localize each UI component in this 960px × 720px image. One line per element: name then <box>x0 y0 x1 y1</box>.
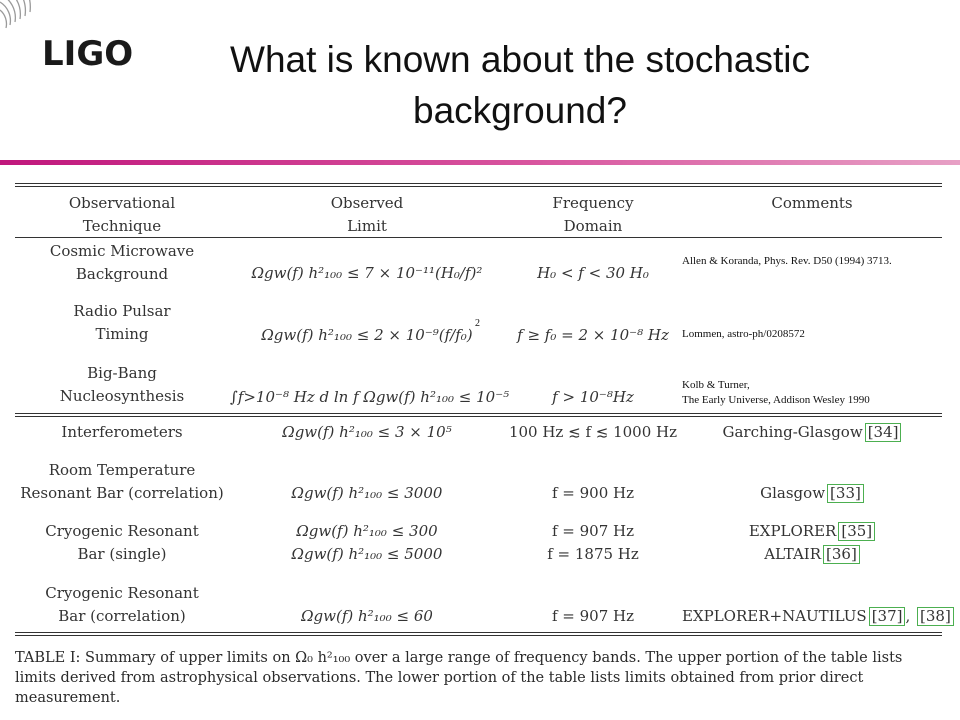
header-technique-line1: Observational <box>68 194 176 212</box>
citation-link[interactable]: [35] <box>838 522 875 541</box>
row-ifo-technique: Interferometers <box>61 423 183 441</box>
note-bbn-line1: Kolb & Turner, <box>682 379 750 391</box>
citation-link[interactable]: [34] <box>865 423 902 442</box>
row-cmb-domain: H₀ < f < 30 H₀ <box>537 264 649 282</box>
row-ifo-comment <box>682 421 942 444</box>
pulsar-superscript: 2 <box>475 318 480 329</box>
table-section-rule <box>15 413 942 414</box>
row-cryo-single-technique <box>15 520 229 566</box>
header-limit-line2: Limit <box>347 217 387 235</box>
row-rtbar-technique-line2: Resonant Bar (correlation) <box>20 484 224 502</box>
row-ifo-limit: Ωgw(f) h²₁₀₀ ≤ 3 × 10⁵ <box>282 423 452 441</box>
header-comments-line1: Comments <box>771 194 853 212</box>
row-cryo-single-technique-line1: Cryogenic Resonant <box>45 522 199 540</box>
row-cmb-technique <box>15 240 229 286</box>
header-domain-line1: Frequency <box>552 194 634 212</box>
header-domain <box>505 192 681 238</box>
header-limit-line1: Observed <box>330 194 404 212</box>
row-cryo-corr-comment-text: EXPLORER+NAUTILUS <box>682 607 867 625</box>
citation-link[interactable]: [36] <box>823 545 860 564</box>
row-ifo-domain: 100 Hz ≲ f ≲ 1000 Hz <box>508 423 678 441</box>
row-cryo-corr-comment: EXPLORER+NAUTILUS [37] , [38] <box>682 605 942 628</box>
header-technique <box>15 192 229 238</box>
row-cryo-single-comment-2 <box>682 543 942 566</box>
row-cryo-corr-technique-line1: Cryogenic Resonant <box>45 584 199 602</box>
ligo-logo: LIGO <box>42 34 134 74</box>
header-technique-line2: Technique <box>82 217 162 235</box>
slide-title: What is known about the stochastic background? <box>230 39 810 131</box>
note-pulsar: Lommen, astro-ph/0208572 <box>682 328 805 340</box>
note-bbn-line2: The Early Universe, Addison Wesley 1990 <box>682 394 870 406</box>
row-rtbar-limit: Ωgw(f) h²₁₀₀ ≤ 3000 <box>291 484 443 502</box>
note-cmb: Allen & Koranda, Phys. Rev. D50 (1994) 3713. <box>682 255 892 267</box>
header-limit <box>230 192 504 238</box>
row-bbn-limit: ∫f>10⁻⁸ Hz d ln f Ωgw(f) h²₁₀₀ ≤ 10⁻⁵ <box>230 388 510 406</box>
row-cryo-single-domain-2: f = 1875 Hz <box>547 545 639 563</box>
row-cryo-single-comment <box>682 520 942 566</box>
header-domain-line2: Domain <box>563 217 623 235</box>
row-pulsar-domain: f ≥ f₀ = 2 × 10⁻⁸ Hz <box>517 326 669 344</box>
row-pulsar-limit: Ωgw(f) h²₁₀₀ ≤ 2 × 10⁻⁹(f/f₀) <box>261 326 473 344</box>
row-cmb-technique-line2: Background <box>75 265 169 283</box>
table-top-rule <box>15 183 942 184</box>
row-cryo-single-domain-1: f = 907 Hz <box>551 522 635 540</box>
row-bbn-technique-line1: Big-Bang <box>87 364 157 382</box>
citation-link[interactable]: [38] <box>917 607 954 626</box>
citation-link[interactable]: [33] <box>827 484 864 503</box>
row-pulsar-technique-line2: Timing <box>95 325 149 343</box>
row-rtbar-comment <box>682 482 942 505</box>
row-cryo-single-technique-line2: Bar (single) <box>77 545 167 563</box>
row-cryo-corr-limit: Ωgw(f) h²₁₀₀ ≤ 60 <box>301 607 433 625</box>
row-ifo-comment-text: Garching-Glasgow <box>722 423 863 441</box>
note-bbn <box>682 378 870 408</box>
row-rtbar-technique <box>15 459 229 505</box>
row-cryo-single-limit-1: Ωgw(f) h²₁₀₀ ≤ 300 <box>296 522 438 540</box>
row-cryo-single-comment-1 <box>682 520 942 543</box>
row-pulsar-technique <box>15 300 229 346</box>
row-cryo-single-limit <box>230 520 504 566</box>
row-cryo-corr-technique-line2: Bar (correlation) <box>58 607 186 625</box>
row-pulsar-technique-line1: Radio Pulsar <box>73 302 171 320</box>
row-rtbar-domain: f = 900 Hz <box>551 484 635 502</box>
header-comments <box>682 192 942 215</box>
row-cmb-limit: Ωgw(f) h²₁₀₀ ≤ 7 × 10⁻¹¹(H₀/f)² <box>251 264 483 282</box>
row-rtbar-comment-text: Glasgow <box>760 484 826 502</box>
row-cryo-single-limit-2: Ωgw(f) h²₁₀₀ ≤ 5000 <box>291 545 443 563</box>
row-cryo-single-domain <box>505 520 681 566</box>
comment-explorer: EXPLORER <box>748 522 837 540</box>
table-caption: TABLE I: Summary of upper limits on Ω₀ h²₁₀₀ over a large range of frequency bands. The upper portion of the table lists limits derived from astrophysical observations. The lower portion of the table lists limits obtained from prior direct measurement. <box>15 650 903 706</box>
table-bottom-rule-2 <box>15 635 942 636</box>
title-divider <box>0 160 960 165</box>
comment-altair: ALTAIR <box>764 545 821 563</box>
table-top-rule-2 <box>15 186 942 187</box>
row-rtbar-technique-line1: Room Temperature <box>48 461 196 479</box>
row-bbn-domain: f > 10⁻⁸Hz <box>552 388 634 406</box>
row-bbn-technique-line2: Nucleosynthesis <box>59 387 185 405</box>
row-cryo-corr-domain: f = 907 Hz <box>551 607 635 625</box>
row-cryo-corr-technique <box>15 582 229 628</box>
citation-link[interactable]: [37] <box>869 607 906 626</box>
row-cmb-technique-line1: Cosmic Microwave <box>49 242 195 260</box>
table-section-rule-2 <box>15 416 942 417</box>
row-bbn-technique <box>15 362 229 408</box>
table-bottom-rule <box>15 632 942 633</box>
